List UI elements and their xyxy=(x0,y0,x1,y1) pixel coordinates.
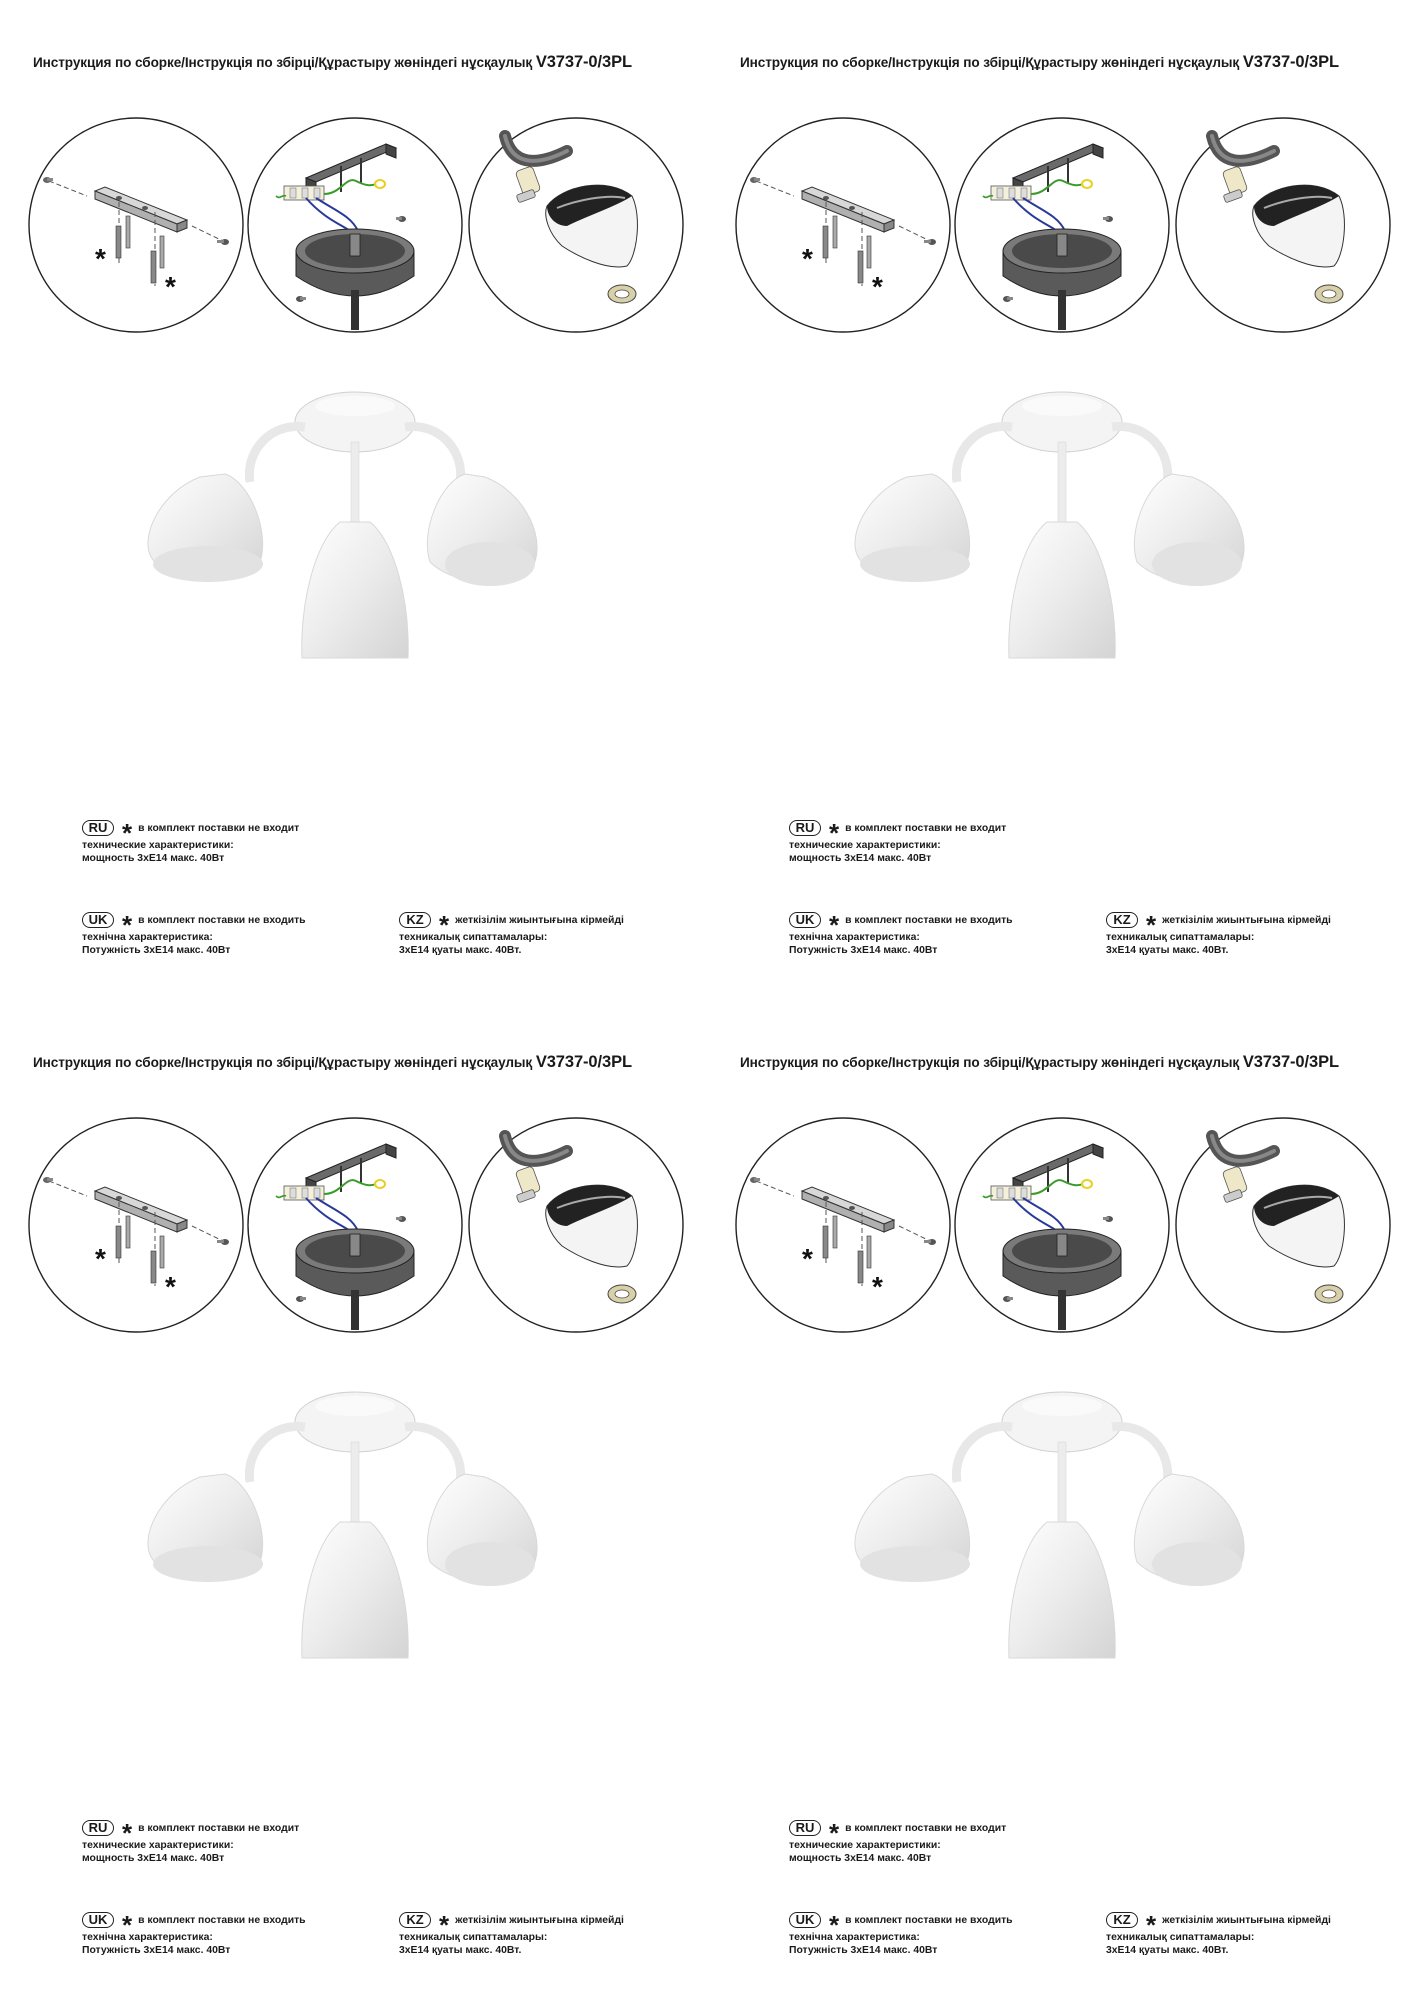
right-shade xyxy=(427,474,537,586)
model-number: V3737-0/3PL xyxy=(1242,53,1339,71)
title-text: Инструкция по сборке/Інструкція по збірці/Құрастыру жөніндегі нұсқаулық xyxy=(740,1055,1240,1070)
legend-uk xyxy=(82,911,306,957)
asterisk-mark: * xyxy=(122,910,133,940)
spec-title: технические характеристики: xyxy=(789,840,941,851)
spec-title: техникалық сипаттамалары: xyxy=(399,1932,548,1943)
asterisk-mark: * xyxy=(122,818,133,848)
not-included-mark: * xyxy=(165,1271,176,1302)
not-included-mark: * xyxy=(872,1271,883,1302)
language-badge-ru: RU xyxy=(789,1820,821,1836)
asterisk-mark: * xyxy=(829,1818,840,1848)
left-shade xyxy=(855,474,970,582)
not-included-note: в комплект поставки не входит xyxy=(845,1822,1007,1834)
asterisk-mark: * xyxy=(1146,1910,1157,1940)
sheet-title xyxy=(740,53,1339,72)
model-number: V3737-0/3PL xyxy=(535,1053,632,1071)
legend-kz xyxy=(399,1911,624,1957)
spec-title: технические характеристики: xyxy=(789,1840,941,1851)
legend-ru xyxy=(789,819,1006,865)
spec-value: Потужність 3xE14 макс. 40Вт xyxy=(82,945,231,956)
not-included-mark: * xyxy=(872,271,883,302)
not-included-note: в комплект поставки не входить xyxy=(138,914,306,926)
spec-value: мощность 3xE14 макс. 40Вт xyxy=(82,1853,225,1864)
center-shade xyxy=(1009,1522,1115,1658)
instruction-sheet xyxy=(0,1000,707,2000)
language-badge-uk: UK xyxy=(82,1912,114,1928)
language-badge-uk: UK xyxy=(789,1912,821,1928)
asterisk-mark: * xyxy=(122,1818,133,1848)
asterisk-mark: * xyxy=(829,818,840,848)
title-text: Инструкция по сборке/Інструкція по збірці/Құрастыру жөніндегі нұсқаулық xyxy=(33,55,533,70)
shade-ring-icon xyxy=(1315,285,1343,303)
not-included-mark: * xyxy=(165,271,176,302)
assembled-chandelier-image xyxy=(130,382,580,664)
title-text: Инструкция по сборке/Інструкція по збірці/Құрастыру жөніндегі нұсқаулық xyxy=(740,55,1240,70)
legend-ru xyxy=(82,1819,299,1865)
legend-uk xyxy=(789,1911,1013,1957)
terminal-block-icon xyxy=(991,1186,1031,1200)
spec-title: технічна характеристика: xyxy=(789,932,920,943)
legend-kz xyxy=(399,911,624,957)
not-included-note: в комплект поставки не входить xyxy=(845,1914,1013,1926)
legend-uk xyxy=(789,911,1013,957)
step-shade-diagram xyxy=(1174,116,1392,334)
step-bracket-diagram xyxy=(27,1116,245,1334)
shade-ring-icon xyxy=(1315,1285,1343,1303)
language-badge-kz: KZ xyxy=(1106,912,1138,928)
spec-title: техникалық сипаттамалары: xyxy=(1106,932,1255,943)
model-number: V3737-0/3PL xyxy=(1242,1053,1339,1071)
instruction-sheet xyxy=(0,0,707,1000)
spec-value: 3xE14 қуаты макс. 40Вт. xyxy=(1106,1945,1229,1956)
sheet-title xyxy=(33,53,632,72)
lamp-arms xyxy=(956,1426,1167,1532)
not-included-note: жеткізілім жиынтығына кірмейді xyxy=(1162,914,1331,926)
not-included-note: в комплект поставки не входит xyxy=(845,822,1007,834)
spec-value: 3xE14 қуаты макс. 40Вт. xyxy=(399,945,522,956)
left-shade xyxy=(148,474,263,582)
not-included-mark: * xyxy=(802,243,813,274)
spec-title: технические характеристики: xyxy=(82,840,234,851)
language-badge-ru: RU xyxy=(789,820,821,836)
sheet-title xyxy=(740,1053,1339,1072)
language-badge-ru: RU xyxy=(82,1820,114,1836)
not-included-note: в комплект поставки не входит xyxy=(138,822,300,834)
shade-ring-icon xyxy=(608,285,636,303)
right-shade xyxy=(427,1474,537,1586)
spec-title: техникалық сипаттамалары: xyxy=(1106,1932,1255,1943)
step-bracket-diagram xyxy=(734,116,952,334)
lamp-arms xyxy=(249,1426,460,1532)
language-badge-ru: RU xyxy=(82,820,114,836)
asterisk-mark: * xyxy=(122,1910,133,1940)
assembled-chandelier-image xyxy=(837,382,1287,664)
right-shade xyxy=(1134,474,1244,586)
language-badge-uk: UK xyxy=(82,912,114,928)
not-included-mark: * xyxy=(95,243,106,274)
left-shade xyxy=(855,1474,970,1582)
language-badge-uk: UK xyxy=(789,912,821,928)
terminal-block-icon xyxy=(991,186,1031,200)
spec-value: мощность 3xE14 макс. 40Вт xyxy=(789,853,932,864)
not-included-note: жеткізілім жиынтығына кірмейді xyxy=(455,914,624,926)
not-included-mark: * xyxy=(802,1243,813,1274)
legend-ru xyxy=(82,819,299,865)
asterisk-mark: * xyxy=(1146,910,1157,940)
spec-value: 3xE14 қуаты макс. 40Вт. xyxy=(399,1945,522,1956)
spec-value: 3xE14 қуаты макс. 40Вт. xyxy=(1106,945,1229,956)
legend-uk xyxy=(82,1911,306,1957)
lamp-arms xyxy=(249,426,460,532)
center-shade xyxy=(1009,522,1115,658)
spec-title: технічна характеристика: xyxy=(789,1932,920,1943)
step-wiring-diagram xyxy=(953,1116,1171,1334)
legend-ru xyxy=(789,1819,1006,1865)
spec-value: мощность 3xE14 макс. 40Вт xyxy=(789,1853,932,1864)
step-bracket-diagram xyxy=(734,1116,952,1334)
spec-title: технічна характеристика: xyxy=(82,1932,213,1943)
spec-value: мощность 3xE14 макс. 40Вт xyxy=(82,853,225,864)
spec-title: технічна характеристика: xyxy=(82,932,213,943)
spec-value: Потужність 3xE14 макс. 40Вт xyxy=(82,1945,231,1956)
spec-value: Потужність 3xE14 макс. 40Вт xyxy=(789,945,938,956)
assembled-chandelier-image xyxy=(130,1382,580,1664)
sheet-title xyxy=(33,1053,632,1072)
terminal-block-icon xyxy=(284,1186,324,1200)
legend-kz xyxy=(1106,1911,1331,1957)
asterisk-mark: * xyxy=(829,1910,840,1940)
assembled-chandelier-image xyxy=(837,1382,1287,1664)
instruction-sheet xyxy=(707,1000,1414,2000)
language-badge-kz: KZ xyxy=(1106,1912,1138,1928)
step-wiring-diagram xyxy=(246,1116,464,1334)
legend-kz xyxy=(1106,911,1331,957)
title-text: Инструкция по сборке/Інструкція по збірці/Құрастыру жөніндегі нұсқаулық xyxy=(33,1055,533,1070)
not-included-note: в комплект поставки не входит xyxy=(138,1822,300,1834)
spec-title: технические характеристики: xyxy=(82,1840,234,1851)
step-shade-diagram xyxy=(467,116,685,334)
not-included-note: в комплект поставки не входить xyxy=(845,914,1013,926)
center-shade xyxy=(302,522,408,658)
asterisk-mark: * xyxy=(439,1910,450,1940)
step-shade-diagram xyxy=(1174,1116,1392,1334)
not-included-note: в комплект поставки не входить xyxy=(138,1914,306,1926)
asterisk-mark: * xyxy=(439,910,450,940)
not-included-note: жеткізілім жиынтығына кірмейді xyxy=(1162,1914,1331,1926)
lamp-arms xyxy=(956,426,1167,532)
model-number: V3737-0/3PL xyxy=(535,53,632,71)
language-badge-kz: KZ xyxy=(399,912,431,928)
language-badge-kz: KZ xyxy=(399,1912,431,1928)
spec-title: техникалық сипаттамалары: xyxy=(399,932,548,943)
step-wiring-diagram xyxy=(246,116,464,334)
not-included-note: жеткізілім жиынтығына кірмейді xyxy=(455,1914,624,1926)
spec-value: Потужність 3xE14 макс. 40Вт xyxy=(789,1945,938,1956)
step-bracket-diagram xyxy=(27,116,245,334)
not-included-mark: * xyxy=(95,1243,106,1274)
left-shade xyxy=(148,1474,263,1582)
asterisk-mark: * xyxy=(829,910,840,940)
step-wiring-diagram xyxy=(953,116,1171,334)
instruction-sheet xyxy=(707,0,1414,1000)
right-shade xyxy=(1134,1474,1244,1586)
shade-ring-icon xyxy=(608,1285,636,1303)
center-shade xyxy=(302,1522,408,1658)
terminal-block-icon xyxy=(284,186,324,200)
step-shade-diagram xyxy=(467,1116,685,1334)
